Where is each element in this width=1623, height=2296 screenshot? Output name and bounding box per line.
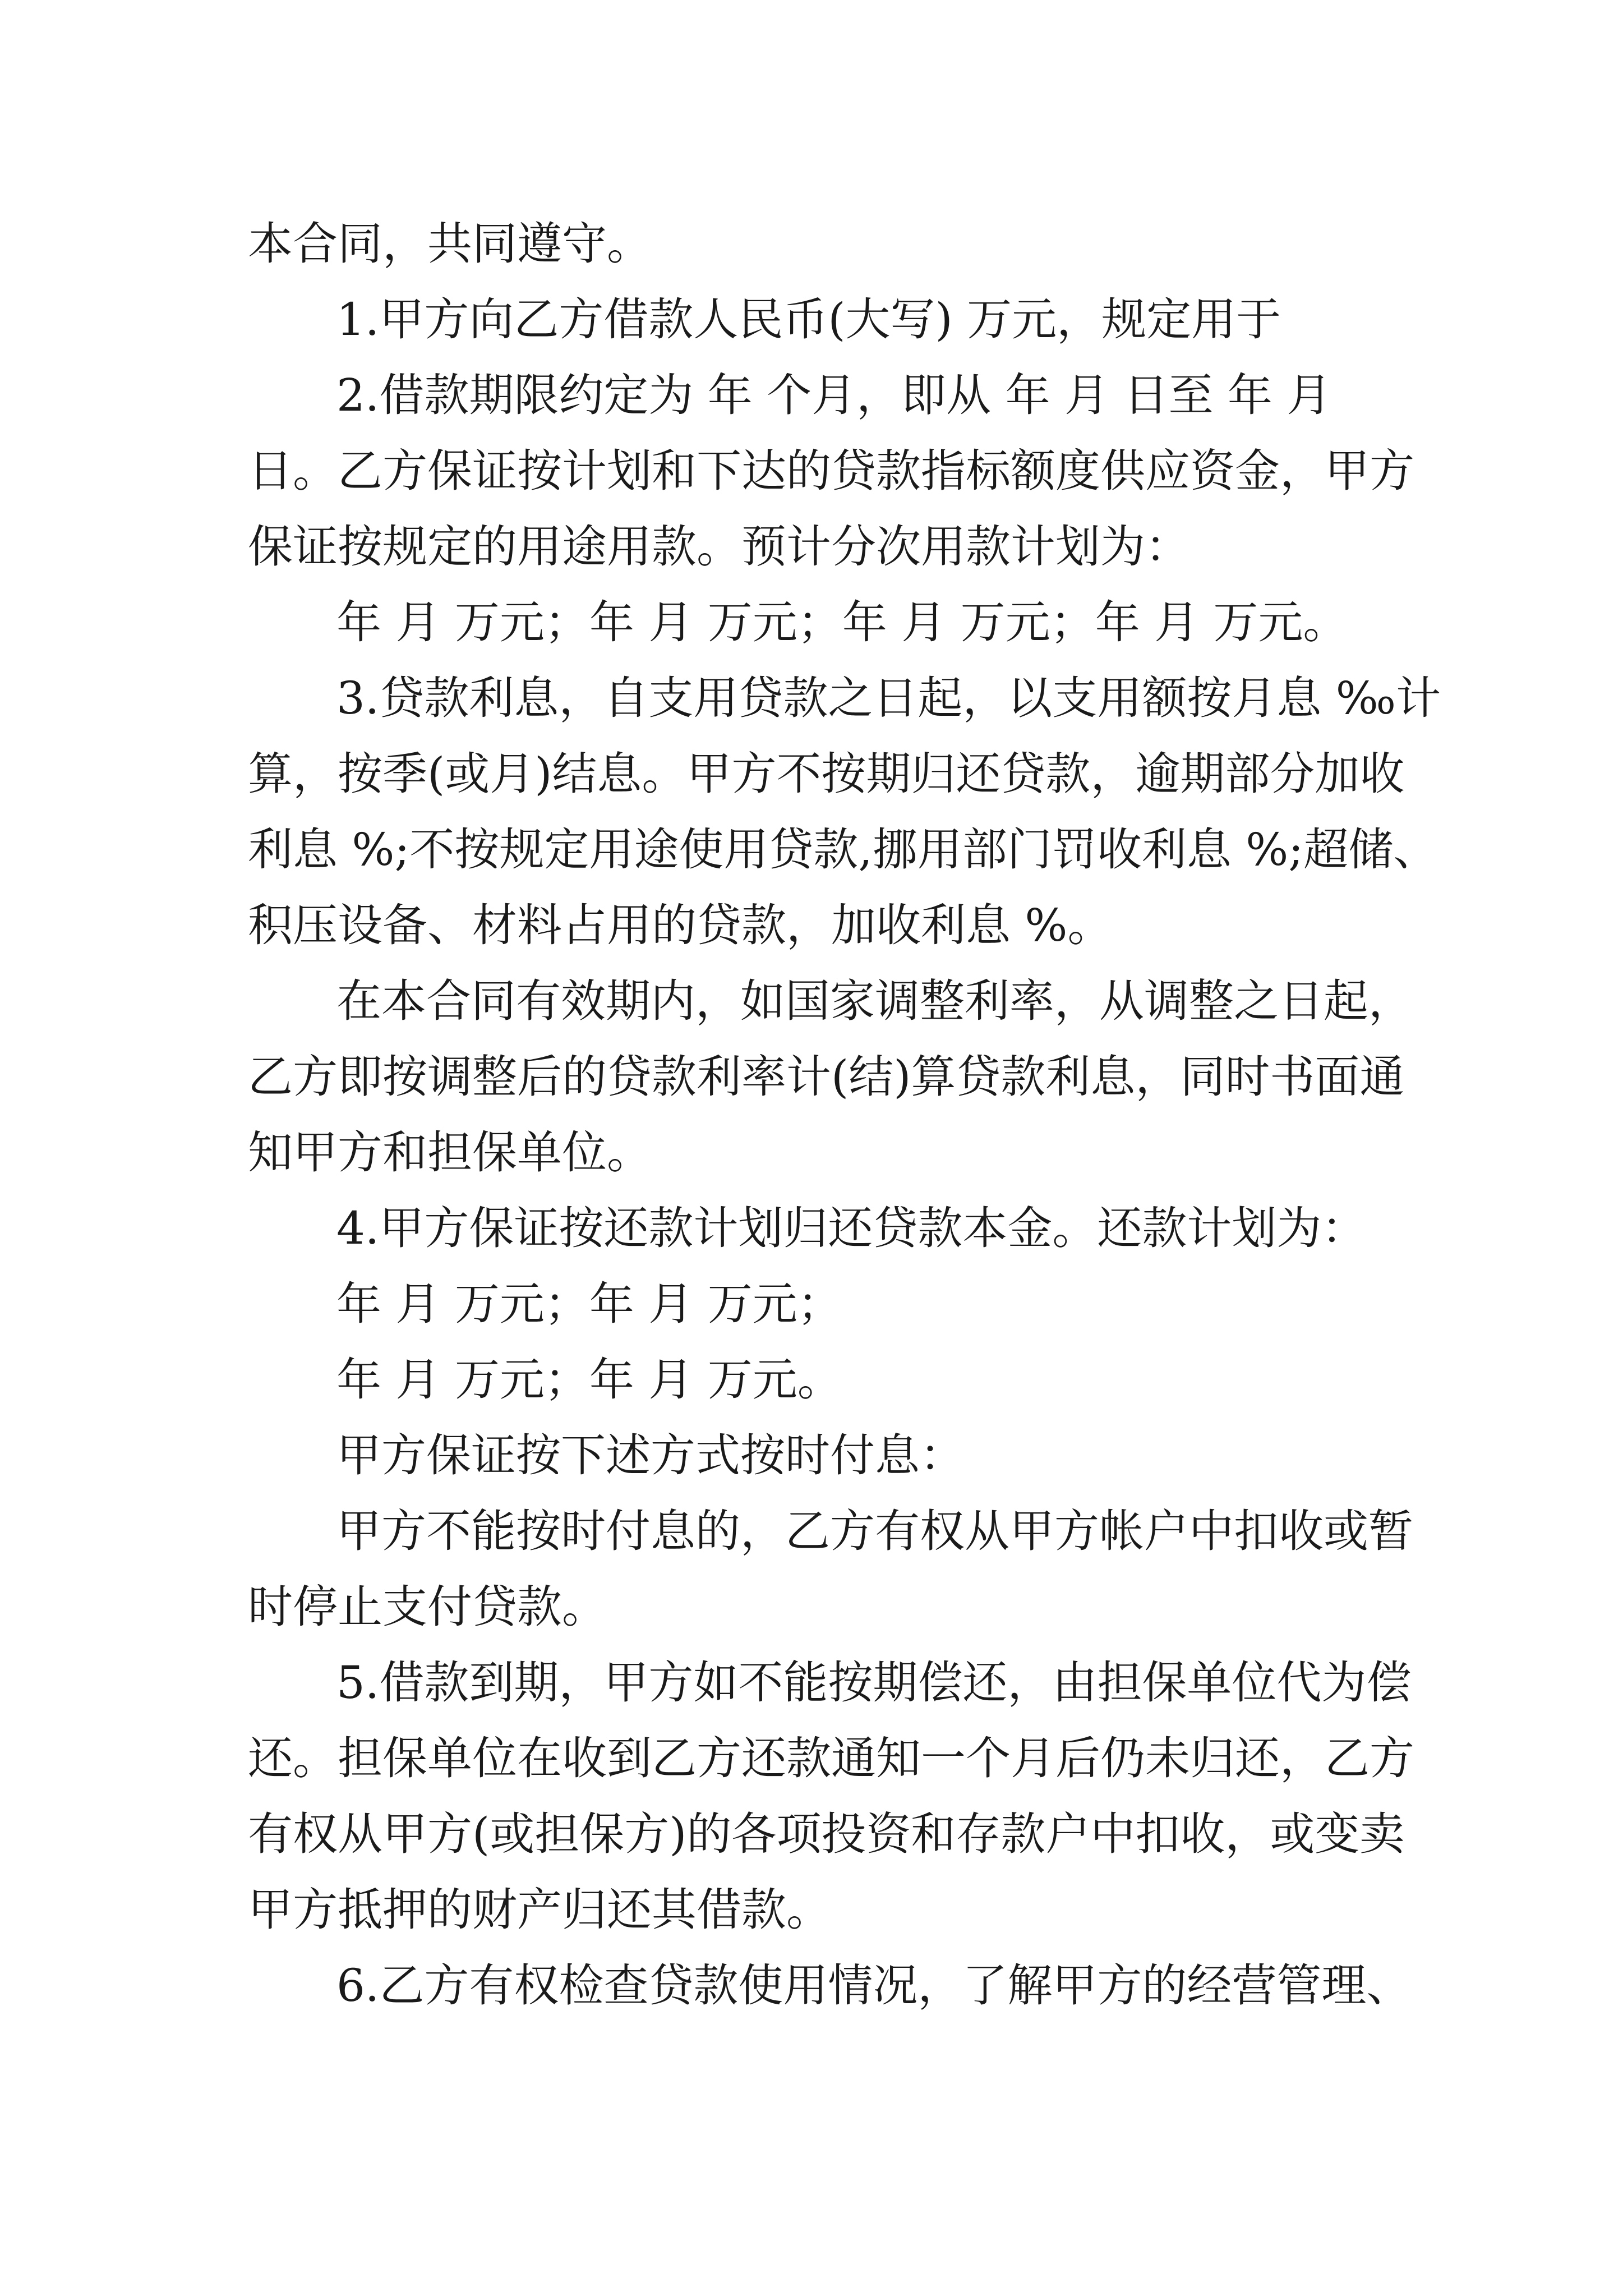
text-line: 3.贷款利息，自支用贷款之日起，以支用额按月息 ‰计 [336,672,1441,724]
text-line: 保证按规定的用途用款。预计分次用款计划为： [248,521,1190,573]
text-line: 乙方即按调整后的贷款利率计(结)算贷款利息，同时书面通 [248,1051,1405,1103]
text-line: 年 月 万元；年 月 万元； [336,1278,842,1330]
text-line: 日。乙方保证按计划和下达的贷款指标额度供应资金，甲方 [248,445,1414,497]
text-line: 有权从甲方(或担保方)的各项投资和存款户中扣收，或变卖 [248,1808,1405,1860]
text-line: 本合同，共同遵守。 [248,218,652,270]
text-line: 1.甲方向乙方借款人民币(大写) 万元，规定用于 [336,293,1281,346]
text-line: 时停止支付贷款。 [248,1581,607,1633]
text-line: 利息 %;不按规定用途使用贷款,挪用部门罚收利息 %;超储、 [248,823,1438,876]
text-line: 4.甲方保证按还款计划归还贷款本金。还款计划为： [336,1202,1367,1254]
text-line: 积压设备、材料占用的贷款，加收利息 %。 [248,899,1113,951]
text-line: 年 月 万元；年 月 万元；年 月 万元；年 月 万元。 [336,596,1348,648]
text-line: 算，按季(或月)结息。甲方不按期归还贷款，逾期部分加收 [248,748,1405,800]
text-line: 在本合同有效期内，如国家调整利率，从调整之日起， [336,975,1413,1027]
text-line: 知甲方和担保单位。 [248,1126,652,1179]
text-line: 甲方不能按时付息的，乙方有权从甲方帐户中扣收或暂 [336,1505,1413,1557]
text-line: 2.借款期限约定为 年 个月，即从 年 月 日至 年 月 [336,369,1332,421]
text-line: 甲方抵押的财产归还其借款。 [248,1884,831,1936]
text-line: 5.借款到期，甲方如不能按期偿还，由担保单位代为偿 [336,1657,1412,1709]
text-line: 6.乙方有权检查贷款使用情况，了解甲方的经营管理、 [336,1959,1412,2012]
text-line: 年 月 万元；年 月 万元。 [336,1354,842,1406]
text-line: 甲方保证按下述方式按时付息： [336,1429,965,1481]
text-line: 还。担保单位在收到乙方还款通知一个月后仍未归还，乙方 [248,1732,1414,1784]
